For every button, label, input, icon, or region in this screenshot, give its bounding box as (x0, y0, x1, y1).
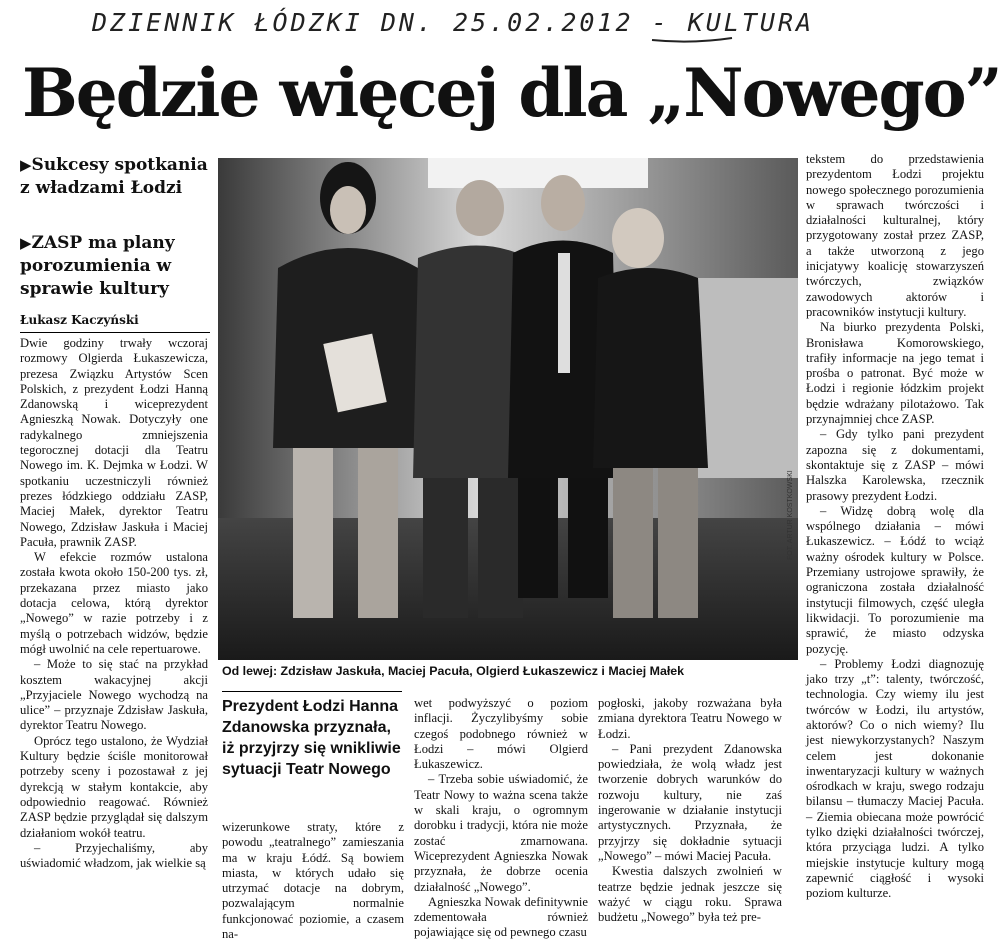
paragraph: tekstem do przedstawienia prezydentom Łodzi projektu nowego społecznego porozumienia w sprawach twórczości i działalności kulturalnej, który przygotowany został przez ZASP, a także utworzoną z jego inicjatywy koalicję stowarzyszeń twórczych, związków zawodowych aktorów i pracowników instytucji kultury. (806, 152, 984, 319)
paragraph: – Trzeba sobie uświadomić, że Teatr Nowy to ważna scena także w skali kraju, o ogromnym dorobku i tradycji, która nie może zostać zmarnowana. Wiceprezydent Agnieszka Nowak przyznała, że dobrze ocenia działalność „Nowego”. (414, 772, 588, 894)
author-byline: Łukasz Kaczyński (20, 313, 210, 333)
subheadline: Prezydent Łodzi Hanna Zdanowska przyznała, iż przyjrzy się wnikliwie sytuacji Teatr Nowego (222, 698, 401, 778)
paragraph: wizerunkowe straty, które z powodu „teatralnego” zamieszania ma w kraju Łódź. Są bowiem miasta, w których udało się utrzymać dotacje na dobrym, pozwalającym normalnie funkcjonować poziomie, a czasem na- (222, 820, 404, 942)
article-column-3 (414, 696, 588, 940)
paragraph: – Gdy tylko pani prezydent zapozna się z dokumentami, skontaktuje się z ZASP – mówi Halszka Karolewska, rzecznik prasowy prezydent Łodzi. (806, 427, 984, 503)
handwritten-note-text: DZIENNIK ŁÓDZKI DN. 25.02.2012 - KULTURA (92, 8, 815, 37)
divider (222, 691, 402, 692)
paragraph: – Przyjechaliśmy, aby uświadomić władzom, jak wielkie są (20, 840, 208, 871)
paragraph: Dwie godziny trwały wczoraj rozmowy Olgierda Łukaszewicza, prezesa Związku Artystów Scen Polskich, z prezydent Łodzi Hanną Zdanowską i wiceprezydent Agnieszką Nowak. Dotyczyły one radykalnego zmniejszenia tegorocznej dotacji dla Teatru Nowego im. K. Dejmka w Łodzi. W spotkaniu uczestniczyli również prezes łódzkiego oddziału ZASP, Maciej Małek, dyrektor Teatru Nowego, Zdzisław Jaskuła i Maciej Pacuła, prawnik ZASP. (20, 336, 208, 549)
paragraph: wet podwyższyć o poziom inflacji. Życzylibyśmy sobie czegoś podobnego również w Łodzi – mówi Olgierd Łukaszewicz. (414, 696, 588, 772)
paragraph: – Może to się stać na przykład kosztem wakacyjnej akcji „Przyjaciele Nowego wychodzą na ulice” – przyznaje Zdzisław Jaskuła, dyrektor Teatru Nowego. (20, 657, 208, 733)
triangle-bullet-icon: ▶ (20, 156, 32, 174)
article-column-4 (598, 696, 782, 926)
paragraph: Agnieszka Nowak definitywnie zdementowała również pojawiające się od pewnego czasu (414, 894, 588, 940)
article-column-5 (806, 152, 984, 926)
triangle-bullet-icon: ▶ (20, 234, 32, 252)
headline: Będzie więcej dla „Nowego” (22, 54, 1001, 132)
article-column-2 (222, 820, 404, 942)
photo-credit: FOT. ARTUR KOSTKOWSKI (787, 470, 794, 560)
lead-item-1 (20, 154, 210, 200)
lead-item-1-text: Sukcesy spotkania z władzami Łodzi (20, 155, 208, 198)
paragraph: pogłoski, jakoby rozważana była zmiana dyrektora Teatru Nowego w Łodzi. (598, 696, 782, 741)
lead-item-2 (20, 232, 210, 301)
photo-image (218, 158, 798, 660)
photo (218, 158, 798, 660)
paragraph: – Pani prezydent Zdanowska powiedziała, że wolą władz jest tworzenie dobrych warunków do rozwoju kultury, nie zaś ingerowanie w działanie instytucji artystycznych. Przyznała, że przyjrzy się dokładnie sytuacji „Nowego” – mówi Maciej Pacuła. (598, 741, 782, 863)
paragraph: W efekcie rozmów ustalona została kwota około 150-200 tys. zł, przekazana przez miasto jako dotacja celowa, którą dyrektor „Nowego” w razie potrzeby i z myślą o potrzebach widzów, będzie mógł uwolnić na cele repertuarowe. (20, 550, 208, 656)
paragraph: – Widzę dobrą wolę dla wspólnego działania – mówi Łukaszewicz. – Łódź to wciąż ważny ośrodek kultury w Polsce. Przemiany ustrojowe sprawiły, że ograniczona została działalność instytucji filmowych, część uległa likwidacji. To porozumienie ma sprawić, że miasto odzyska pozycję. (806, 503, 984, 656)
paragraph: – Problemy Łodzi diagnozuję jako trzy „t”: talenty, twórczość, technologia. Czy wiemy ilu jest twórców w Łodzi, ilu artystów, aktorów? Co o nich wiemy? Ilu jest niewykorzystanych? Naszym celem jest dokonanie inwentaryzacji kultury w ważnych ośrodkach w kraju, swego rodzaju bilansu – tłumaczy Maciej Pacuła. – Ziemia obiecana może powrócić tylko dzięki działalności twórczej, która przyciąga ludzi. A tylko miejskie instytucje kultury mogą zapewnić ciągłość i wysoki poziom kulturze. (806, 656, 984, 901)
paragraph: Oprócz tego ustalono, że Wydział Kultury będzie ściśle monitorował potrzeby sceny i pozostawał z jej dyrekcją w stałym kontakcie, aby odpowiednio reagować. Również ZASP będzie przyglądał się dalszym działaniom wokół teatru. (20, 733, 208, 840)
handwritten-underline (92, 8, 792, 48)
paragraph: Na biurko prezydenta Polski, Bronisława Komorowskiego, trafiły informacje na jego temat i prośba o patronat. Być może w Łodzi i regionie łódzkim projekt będzie wdrażany pilotażowo. Tak przynajmniej chce ZASP. (806, 320, 984, 427)
lead-item-2-text: ZASP ma plany porozumienia w sprawie kultury (20, 233, 175, 299)
paragraph: Kwestia dalszych zwolnień w teatrze będzie jednak jeszcze się ważyć w ciągu roku. Sprawa budżetu „Nowego” była też pre- (598, 864, 782, 925)
article-column-1 (20, 336, 208, 926)
photo-caption: Od lewej: Zdzisław Jaskuła, Maciej Pacuła, Olgierd Łukaszewicz i Maciej Małek (222, 664, 685, 678)
handwritten-note (92, 8, 815, 42)
